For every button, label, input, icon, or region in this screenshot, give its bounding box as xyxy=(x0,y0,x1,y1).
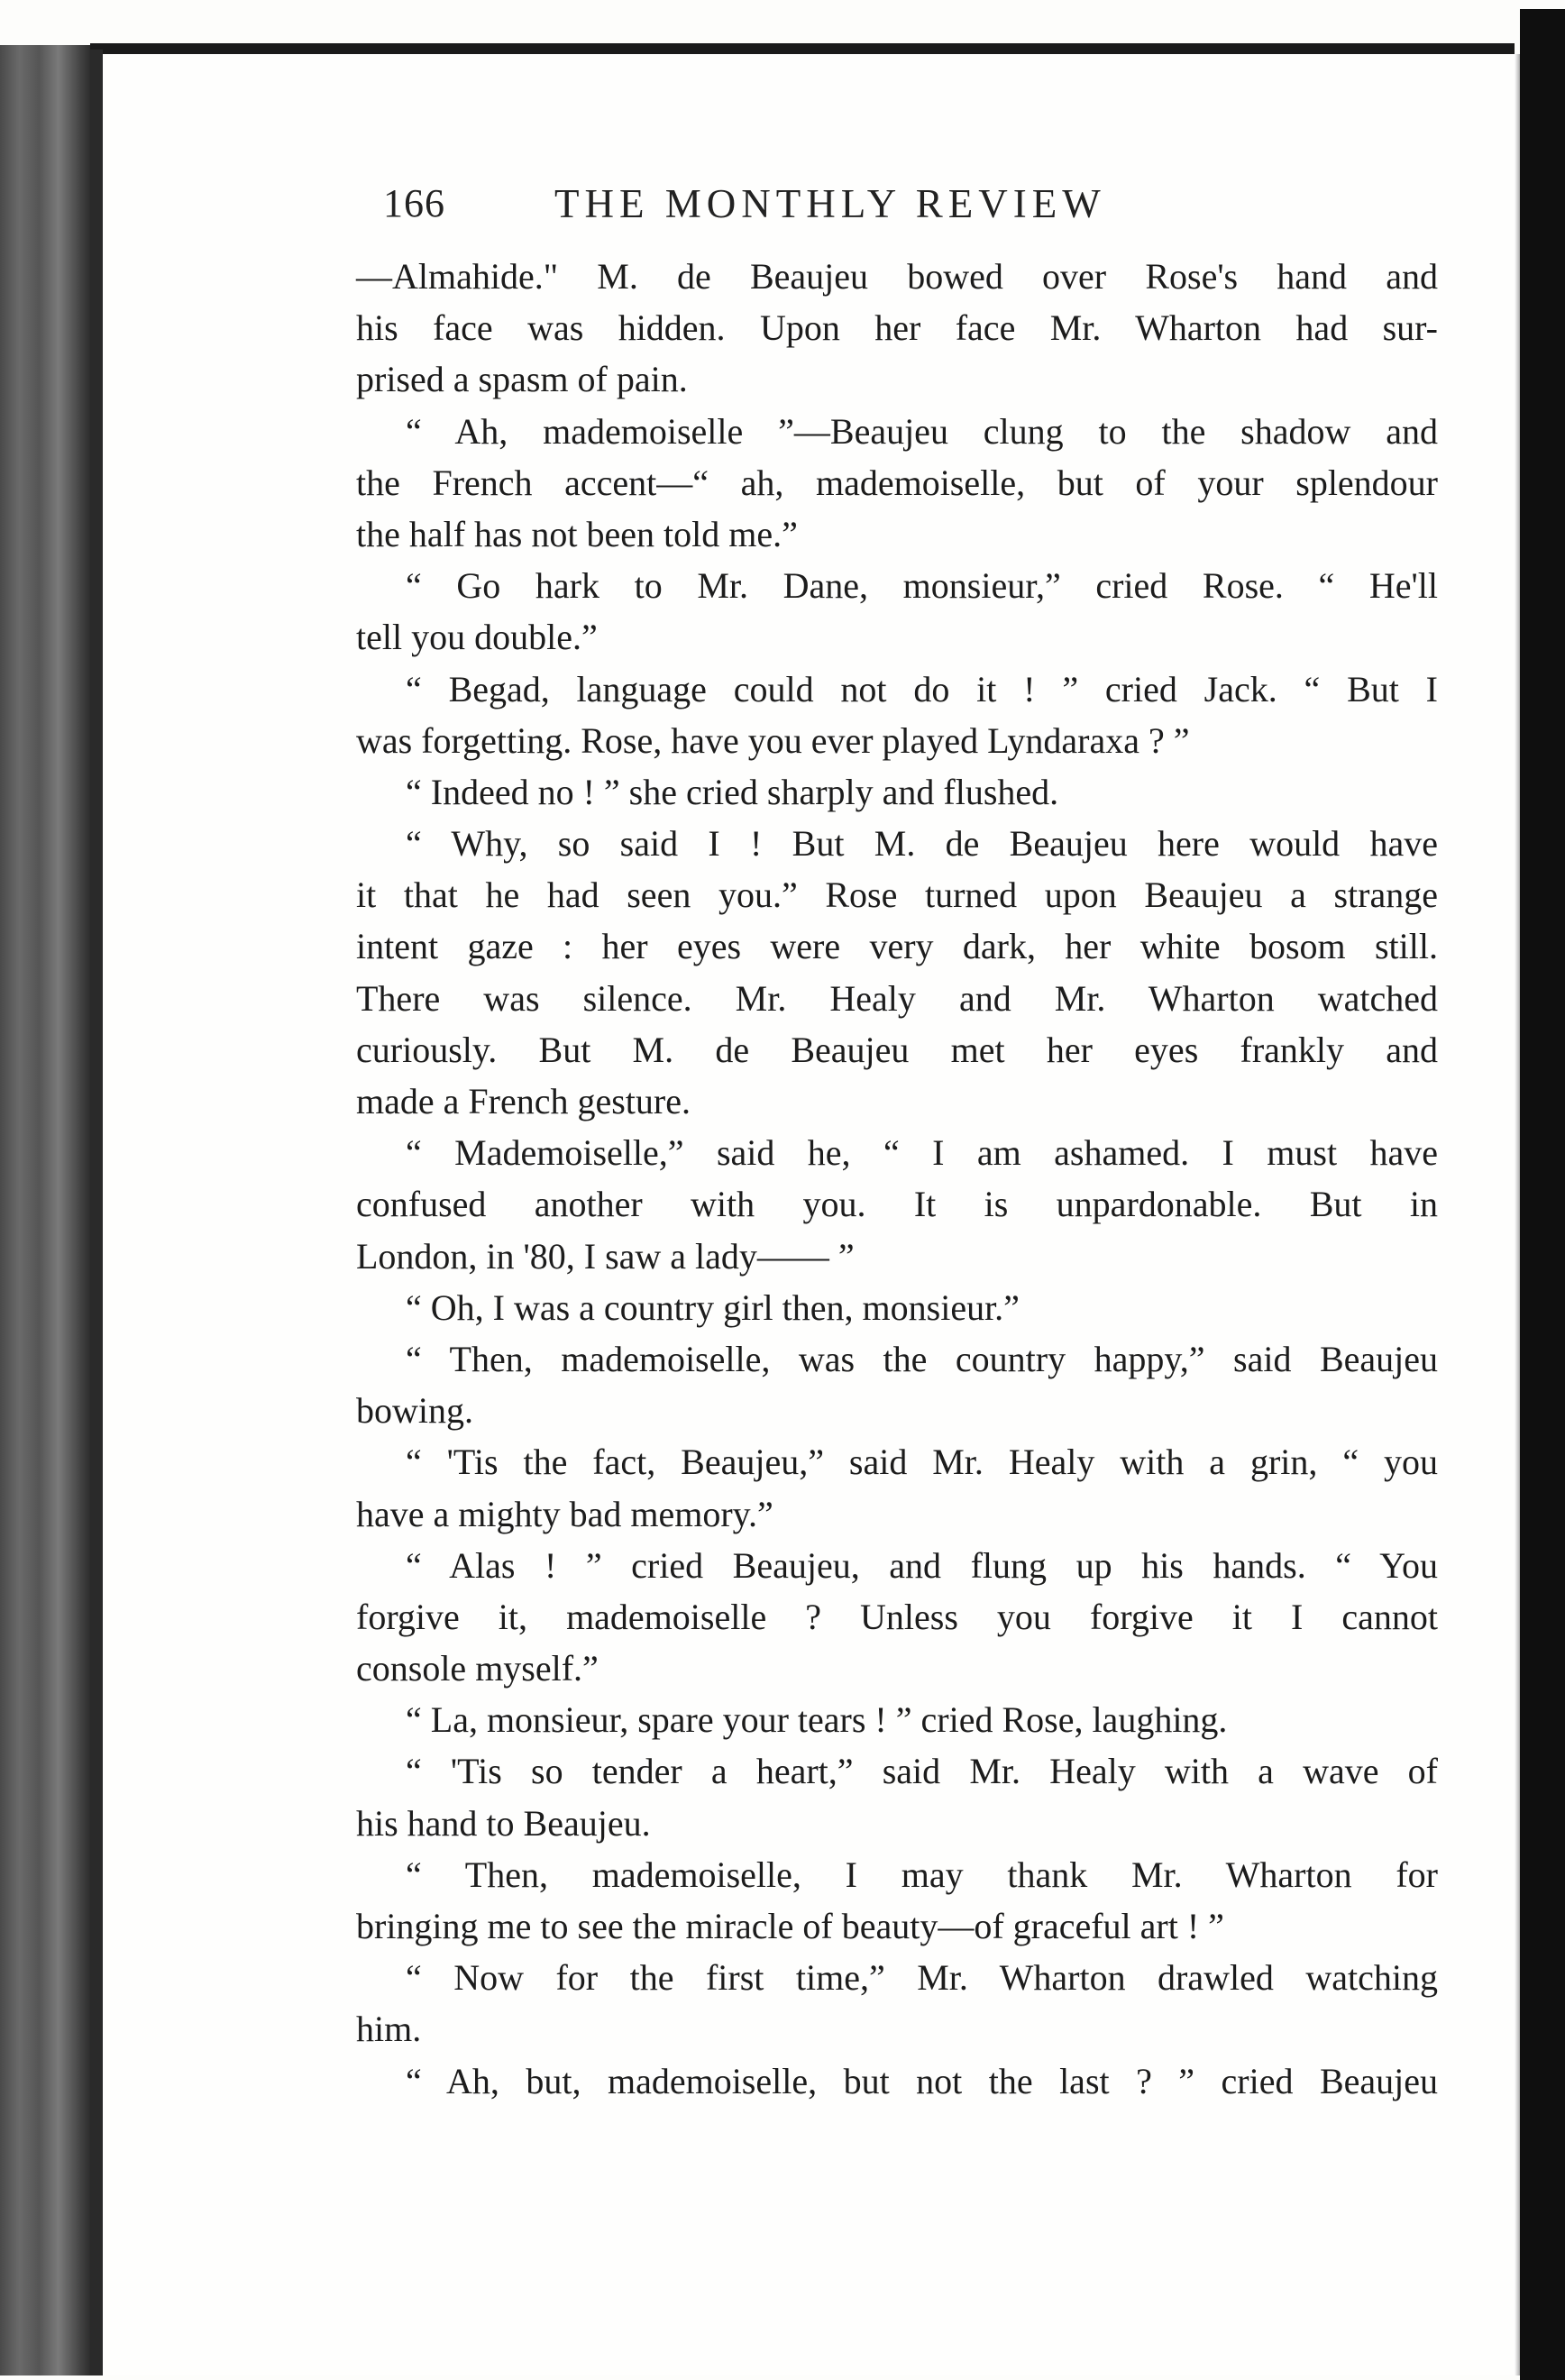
text-line: “ Go hark to Mr. Dane, monsieur,” cried Rose. “ He'll xyxy=(406,565,1438,607)
text-line: “ Ah, but, mademoiselle, but not the last ? ” cried Beaujeu xyxy=(406,2060,1438,2101)
page-number: 166 xyxy=(383,181,445,225)
text-line: London, in '80, I saw a lady—— ” xyxy=(356,1235,855,1277)
text-line: intent gaze : her eyes were very dark, her white bosom still. xyxy=(356,926,1438,967)
body-text xyxy=(356,251,1438,2107)
text-line: “ La, monsieur, spare your tears ! ” cried Rose, laughing. xyxy=(406,1699,1228,1741)
text-line: the French accent—“ ah, mademoiselle, but of your splendour xyxy=(356,462,1438,503)
text-line: tell you double.” xyxy=(356,617,598,658)
text-line: the half has not been told me.” xyxy=(356,513,798,554)
text-line: There was silence. Mr. Healy and Mr. Wharton watched xyxy=(356,977,1438,1019)
text-line: “ Then, mademoiselle, I may thank Mr. Wharton for xyxy=(406,1854,1438,1895)
text-line: have a mighty bad memory.” xyxy=(356,1493,773,1534)
text-line: it that he had seen you.” Rose turned upon Beaujeu a strange xyxy=(356,874,1438,916)
text-line: “ 'Tis the fact, Beaujeu,” said Mr. Healy with a grin, “ you xyxy=(406,1442,1438,1483)
text-line: bringing me to see the miracle of beauty—of graceful art ! ” xyxy=(356,1906,1224,1946)
text-line: prised a spasm of pain. xyxy=(356,359,688,400)
text-line: “ Then, mademoiselle, was the country happy,” said Beaujeu xyxy=(406,1338,1438,1379)
text-line: was forgetting. Rose, have you ever played Lyndaraxa ? ” xyxy=(356,719,1190,761)
page-left-edge xyxy=(90,50,103,2375)
text-line: his hand to Beaujeu. xyxy=(356,1802,651,1844)
text-line: forgive it, mademoiselle ? Unless you forgive it I cannot xyxy=(356,1596,1438,1637)
text-line: console myself.” xyxy=(356,1648,599,1689)
running-title: THE MONTHLY REVIEW xyxy=(554,181,1106,226)
text-line: “ Alas ! ” cried Beaujeu, and flung up his hands. “ You xyxy=(406,1544,1438,1586)
text-line: confused another with you. It is unpardonable. But in xyxy=(356,1184,1438,1225)
text-line: “ Indeed no ! ” she cried sharply and flushed. xyxy=(406,771,1059,812)
text-line: “ Why, so said I ! But M. de Beaujeu here would have xyxy=(406,823,1438,865)
text-line: made a French gesture. xyxy=(356,1081,691,1121)
text-line: “ Ah, mademoiselle ”—Beaujeu clung to the shadow and xyxy=(406,410,1438,452)
book-spine xyxy=(0,45,97,2375)
text-line: bowing. xyxy=(356,1390,473,1432)
scan-right-border xyxy=(1520,9,1565,2380)
text-line: “ Now for the first time,” Mr. Wharton drawled watching xyxy=(406,1957,1438,1999)
text-line: “ 'Tis so tender a heart,” said Mr. Healy with a wave of xyxy=(406,1751,1438,1792)
text-line: “ Begad, language could not do it ! ” cried Jack. “ But I xyxy=(406,668,1438,709)
text-line: “ Oh, I was a country girl then, monsieur.” xyxy=(406,1286,1020,1328)
text-line: his face was hidden. Upon her face Mr. Wharton had sur- xyxy=(356,307,1438,349)
text-line: “ Mademoiselle,” said he, “ I am ashamed. I must have xyxy=(406,1132,1438,1174)
text-line: —Almahide." M. de Beaujeu bowed over Rose's hand and xyxy=(356,256,1438,297)
text-line: him. xyxy=(356,2009,422,2050)
text-line: curiously. But M. de Beaujeu met her eyes frankly and xyxy=(356,1029,1438,1070)
